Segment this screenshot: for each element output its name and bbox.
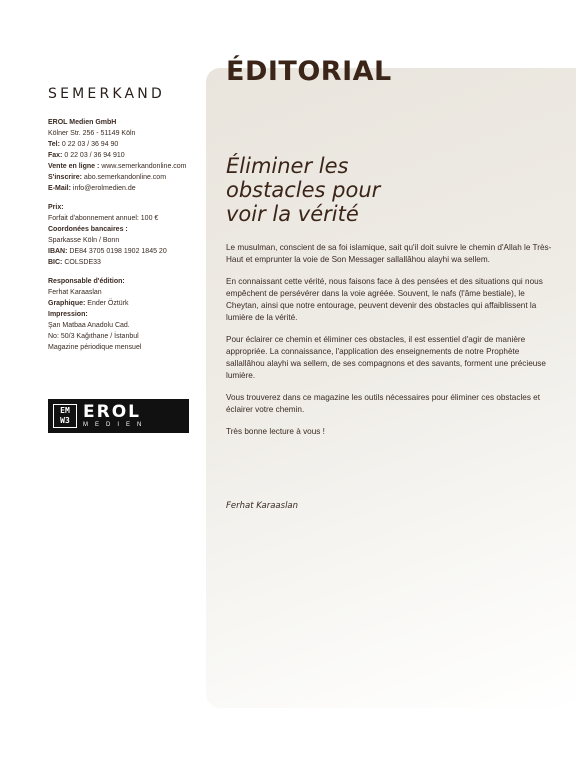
paragraph-4: Vous trouverez dans ce magazine les outils nécessaires pour éliminer ces obstacles et éclairer votre chemin. <box>226 393 541 414</box>
iban-line <box>48 246 200 257</box>
paragraph-1: Le musulman, conscient de sa foi islamique, sait qu'il doit suivre le chemin d'Allah le Très-Haut et emprunter la voie de Son Messager sallallâhou alayhi wa sellem. <box>226 243 552 264</box>
prix-label: Prix: <box>48 204 64 211</box>
fax-label: Fax: <box>48 152 63 159</box>
bic-value: COLSDE33 <box>64 259 101 266</box>
masthead-sidebar <box>48 117 200 353</box>
responsable-label: Responsable d'édition: <box>48 278 125 285</box>
author-signature: Ferhat Karaaslan <box>226 501 299 511</box>
tel-line <box>48 139 200 150</box>
erol-mark-bottom: W3 <box>60 416 70 425</box>
erol-wordmark <box>83 403 148 429</box>
article-body <box>226 242 556 448</box>
title-line-1: Éliminer les <box>226 154 349 178</box>
email-line <box>48 183 200 194</box>
imprimeur-name: Şan Matbaa Anadolu Cad. <box>48 322 130 329</box>
iban-value: DE84 3705 0198 1902 1845 20 <box>69 248 167 255</box>
responsable-name: Ferhat Karaaslan <box>48 289 102 296</box>
article-title <box>226 154 556 226</box>
inscrire-line <box>48 172 200 183</box>
fax-line <box>48 150 200 161</box>
email-label: E-Mail: <box>48 185 71 192</box>
imprimeur-address: No: 50/3 Kağıthane / İstanbul <box>48 333 139 340</box>
inscrire-link[interactable]: abo.semerkandonline.com <box>83 174 167 181</box>
erol-sub: MEDIEN <box>83 422 149 428</box>
email-link[interactable]: info@erolmedien.de <box>72 185 136 192</box>
inscrire-label: S'inscrire: <box>48 174 82 181</box>
fax-value: 0 22 03 / 36 94 910 <box>64 152 125 159</box>
periodicite-text: Magazine périodique mensuel <box>48 344 142 351</box>
paragraph-2: En connaissant cette vérité, nous faisons face à des pensées et des situations qui nous empêchent de persévérer dans la voie agréée. Souvent, le nafs (l'âme bestiale), le Cheytan, ainsi que notre entourage, peuvent devenir des obstacles qui affaiblissent la lumière de la vérité. <box>226 277 543 322</box>
iban-label: IBAN: <box>48 248 68 255</box>
graphique-name: Ender Öztürk <box>87 300 129 307</box>
tel-label: Tel: <box>48 141 60 148</box>
title-line-3: voir la vérité <box>226 202 359 226</box>
page-heading: ÉDITORIAL <box>226 56 392 87</box>
erol-mark-top: EM <box>60 406 70 415</box>
graphique-line <box>48 298 200 309</box>
paragraph-3: Pour éclairer ce chemin et éliminer ces obstacles, il est essentiel d'agir de manière appropriée. La connaissance, l'application des enseignements de notre Prophète sallallâhou alayhi wa sellem, de ses compagnons et des savants, forment une précieuse lumière. <box>226 335 546 380</box>
publisher-address: Kölner Str. 256 - 51149 Köln <box>48 130 136 137</box>
tel-value: 0 22 03 / 36 94 90 <box>61 141 119 148</box>
bic-line <box>48 257 200 268</box>
title-line-2: obstacles pour <box>226 178 381 202</box>
paragraph-5: Très bonne lecture à vous ! <box>226 427 325 436</box>
forfait-text: Forfait d'abonnement annuel: 100 € <box>48 215 159 222</box>
graphique-label: Graphique: <box>48 300 86 307</box>
vente-link[interactable]: www.semerkandonline.com <box>101 163 187 170</box>
bic-label: BIC: <box>48 259 63 266</box>
vente-line <box>48 161 200 172</box>
impression-label: Impression: <box>48 311 88 318</box>
erol-medien-logo <box>48 399 189 433</box>
semerkand-logo: SEMERKAND <box>48 86 165 102</box>
erol-mark-icon <box>53 404 77 428</box>
coordonnees-label: Coordonées bancaires : <box>48 226 128 233</box>
publisher-name: EROL Medien GmbH <box>48 119 117 126</box>
bank-name: Sparkasse Köln / Bonn <box>48 237 120 244</box>
vente-label: Vente en ligne : <box>48 163 100 170</box>
erol-name: EROL <box>83 402 141 422</box>
